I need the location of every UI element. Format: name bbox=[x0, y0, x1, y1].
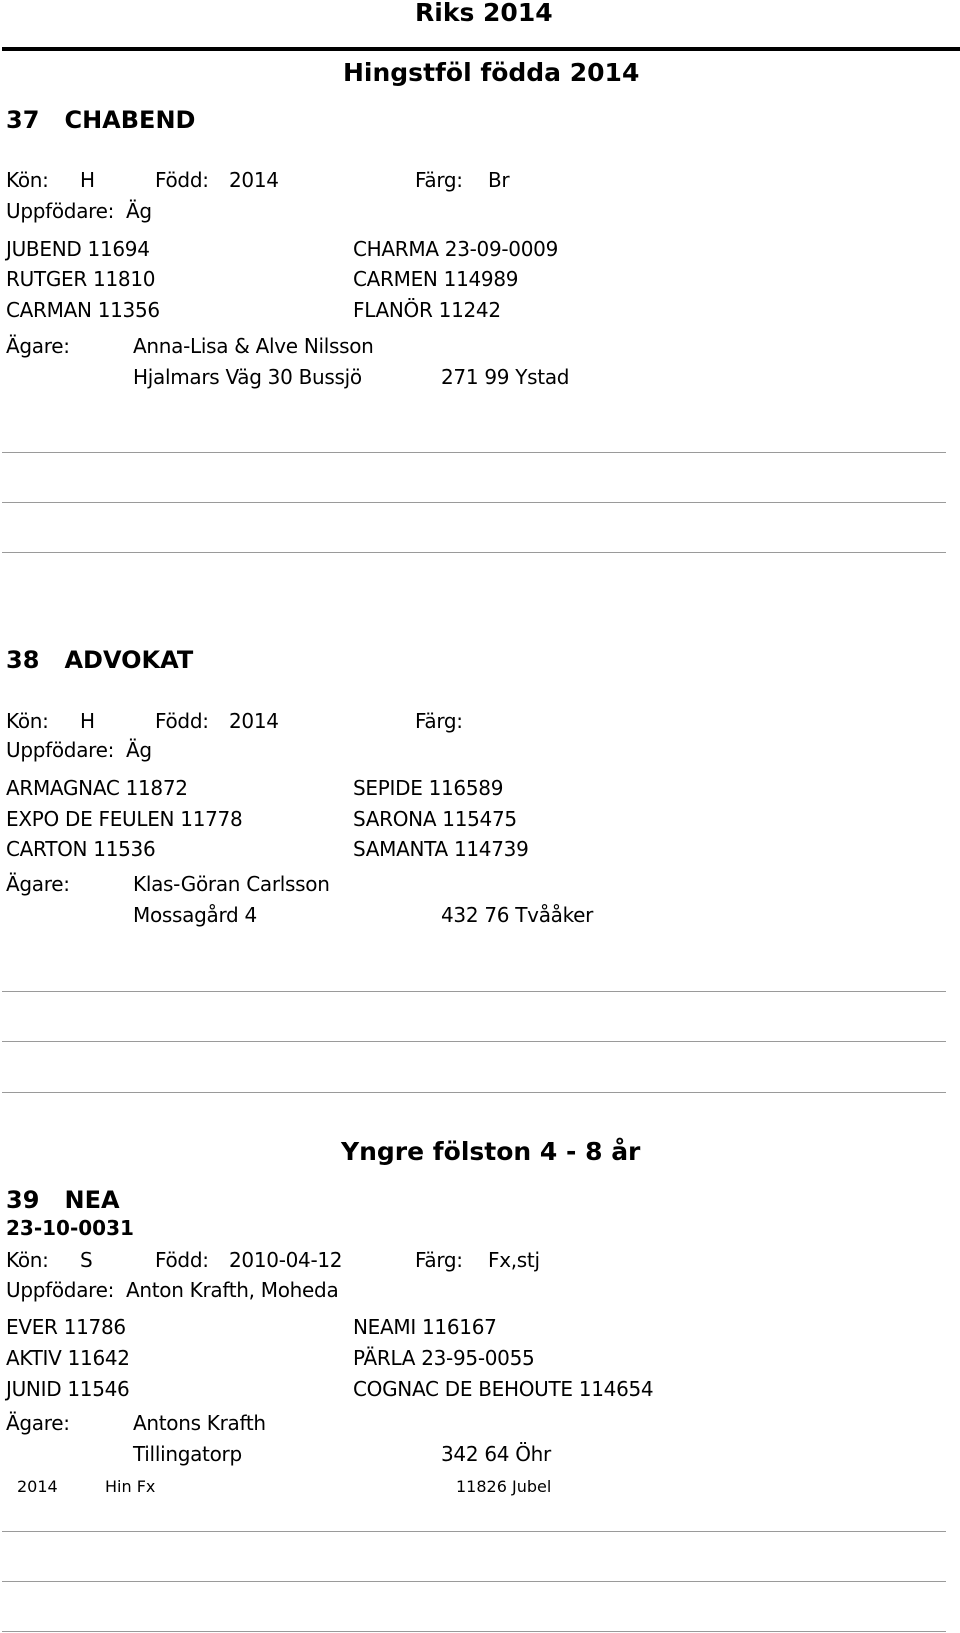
sire-sire: EXPO DE FEULEN 11778 bbox=[6, 807, 243, 831]
owner-postal: 342 64 Öhr bbox=[441, 1442, 551, 1466]
sire-dam: CARMEN 114989 bbox=[353, 267, 519, 291]
sire-sire: AKTIV 11642 bbox=[6, 1346, 130, 1370]
entry-number: 39 bbox=[6, 1186, 40, 1214]
breeder-value: Äg bbox=[126, 738, 152, 762]
color-label: Färg: bbox=[415, 1248, 463, 1272]
born-label: Född: bbox=[155, 709, 209, 733]
owner-label: Ägare: bbox=[6, 872, 70, 896]
owner-name: Antons Krafth bbox=[133, 1411, 266, 1435]
note-line bbox=[2, 1631, 946, 1632]
sex-value: H bbox=[80, 709, 95, 733]
horse-name: NEA bbox=[64, 1186, 120, 1214]
registration-number: 23-10-0031 bbox=[6, 1216, 134, 1240]
note-line bbox=[2, 991, 946, 992]
dam: CHARMA 23-09-0009 bbox=[353, 237, 559, 261]
dam-dam: SAMANTA 114739 bbox=[353, 837, 529, 861]
breeder-label: Uppfödare: bbox=[6, 738, 115, 762]
color-label: Färg: bbox=[415, 709, 463, 733]
owner-postal: 432 76 Tvååker bbox=[441, 903, 594, 927]
dam-dam: FLANÖR 11242 bbox=[353, 298, 501, 322]
note-line bbox=[2, 1092, 946, 1093]
section-heading: Hingstföl födda 2014 bbox=[343, 58, 640, 87]
sex-label: Kön: bbox=[6, 1248, 49, 1272]
owner-postal: 271 99 Ystad bbox=[441, 365, 570, 389]
sire: EVER 11786 bbox=[6, 1315, 126, 1339]
foal-year: 2014 bbox=[17, 1477, 58, 1496]
foal-sire: 11826 Jubel bbox=[456, 1477, 552, 1496]
born-label: Född: bbox=[155, 1248, 209, 1272]
horse-name: CHABEND bbox=[64, 106, 196, 134]
dam-sire: CARMAN 11356 bbox=[6, 298, 160, 322]
breeder-value: Äg bbox=[126, 199, 152, 223]
page-title: Riks 2014 bbox=[415, 0, 553, 27]
breeder-value: Anton Krafth, Moheda bbox=[126, 1278, 339, 1302]
breeder-label: Uppfödare: bbox=[6, 1278, 115, 1302]
owner-name: Anna-Lisa & Alve Nilsson bbox=[133, 334, 374, 358]
sex-label: Kön: bbox=[6, 709, 49, 733]
color-value: Br bbox=[488, 168, 510, 192]
owner-label: Ägare: bbox=[6, 334, 70, 358]
note-line bbox=[2, 1531, 946, 1532]
note-line bbox=[2, 1041, 946, 1042]
dam: SEPIDE 116589 bbox=[353, 776, 504, 800]
owner-address: Mossagård 4 bbox=[133, 903, 257, 927]
dam-sire: CARTON 11536 bbox=[6, 837, 156, 861]
note-line bbox=[2, 1581, 946, 1582]
sire: JUBEND 11694 bbox=[6, 237, 150, 261]
born-value: 2014 bbox=[229, 709, 279, 733]
sire: ARMAGNAC 11872 bbox=[6, 776, 188, 800]
born-value: 2014 bbox=[229, 168, 279, 192]
sex-value: S bbox=[80, 1248, 93, 1272]
born-label: Född: bbox=[155, 168, 209, 192]
dam-sire: JUNID 11546 bbox=[6, 1377, 130, 1401]
entry-number: 37 bbox=[6, 106, 40, 134]
owner-address: Hjalmars Väg 30 Bussjö bbox=[133, 365, 362, 389]
title-divider bbox=[2, 47, 960, 51]
foal-sex-color: Hin Fx bbox=[105, 1477, 156, 1496]
sex-label: Kön: bbox=[6, 168, 49, 192]
sire-sire: RUTGER 11810 bbox=[6, 267, 156, 291]
owner-name: Klas-Göran Carlsson bbox=[133, 872, 330, 896]
born-value: 2010-04-12 bbox=[229, 1248, 343, 1272]
dam: NEAMI 116167 bbox=[353, 1315, 497, 1339]
note-line bbox=[2, 452, 946, 453]
section-heading: Yngre fölston 4 - 8 år bbox=[341, 1137, 641, 1166]
horse-name: ADVOKAT bbox=[64, 646, 194, 674]
entry-number: 38 bbox=[6, 646, 40, 674]
owner-label: Ägare: bbox=[6, 1411, 70, 1435]
note-line bbox=[2, 502, 946, 503]
dam-dam: COGNAC DE BEHOUTE 114654 bbox=[353, 1377, 654, 1401]
sire-dam: SARONA 115475 bbox=[353, 807, 517, 831]
breeder-label: Uppfödare: bbox=[6, 199, 115, 223]
color-label: Färg: bbox=[415, 168, 463, 192]
sire-dam: PÄRLA 23-95-0055 bbox=[353, 1346, 535, 1370]
color-value: Fx,stj bbox=[488, 1248, 540, 1272]
owner-address: Tillingatorp bbox=[133, 1442, 242, 1466]
sex-value: H bbox=[80, 168, 95, 192]
note-line bbox=[2, 552, 946, 553]
